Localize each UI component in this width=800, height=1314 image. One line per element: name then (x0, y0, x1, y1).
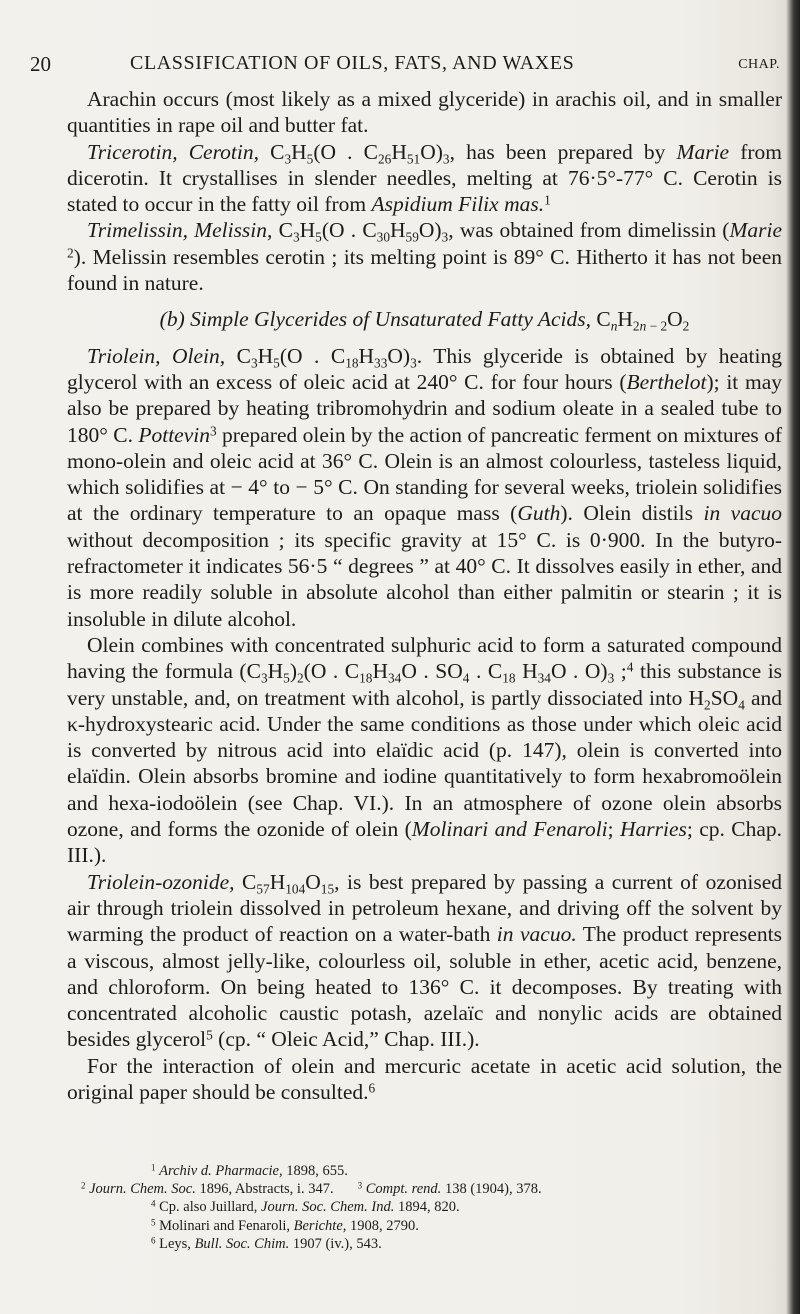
compound-name: Triolein, Olein, (87, 343, 226, 368)
species-name: Aspidium Filix mas. (371, 192, 545, 217)
footnote-4 (67, 1198, 782, 1216)
author-ref: Marie (729, 218, 783, 243)
text-run: The product represents a viscous, almost jelly-like, colourless oil, soluble in ether, acetic acid, benzene, and chloroform. On being heated to 136° C. it decomposes. By treating with concentrated alcoholic caustic potash, azelaïc and nonylic acids are obtained besides glycerol (67, 922, 782, 1052)
text-run: For the interaction of olein and mercuric acetate in acetic acid solution, the original paper should be consulted. (67, 1053, 782, 1104)
footnote-text: Cp. also Juillard, (159, 1199, 258, 1216)
paragraph-trimelissin: Trimelissin, Melissin, $C_3H_5(O$ . $C_{30}H_{59}O)_3$, was obtained from dimelissin (Marie $^2$). Melissin resembles cerotin ; its melting point is 89° C. Hitherto it has not been found in nature. (67, 218, 783, 296)
footnote-ref[interactable]: 2 (67, 245, 74, 261)
section-title: Simple Glycerides of Unsaturated Fatty Acids, (190, 307, 591, 332)
footnote-text: 1898, 655. (286, 1163, 348, 1179)
footnote-number: 3 (357, 1180, 363, 1191)
text-run: and κ-hydroxystearic acid. Under the same conditions as those under which oleic acid is converted by nitrous acid into elaïdic acid (p. 147), olein is converted into elaïdin. Olein absorbs bromine and iodine quantitatively to form hexabromoölein and hexa-iodoölein (see Chap. VI.). In an atmosphere of ozone olein absorbs ozone, and forms the ozonide of olein ( (67, 685, 782, 842)
footnote-text: 1894, 820. (397, 1199, 460, 1216)
text-run: without decomposition ; its specific gravity at 15° C. is 0·900. In the butyro-refractometer it indicates 56·5 “ degrees ” at 40° C. It dissolves easily in ether, and is more readily soluble in absolute alcohol than either palmitin or stearin ; it is insoluble in dilute alcohol. (67, 527, 782, 631)
paragraph-mercuric-acetate (67, 1053, 782, 1106)
section-heading: (b) Simple Glycerides of Unsaturated Fatty Acids, $C_nH_{2n - 2}O_2$ (159, 307, 690, 335)
footnote-number: 5 (151, 1217, 156, 1228)
section-label: (b) (159, 307, 185, 332)
text-run: this substance is very unstable, and, on treatment with alcohol, is partly dissociated into (67, 659, 783, 710)
page-number: 20 (30, 52, 51, 76)
latin-term: in vacuo. (496, 922, 577, 947)
paragraph-arachin: Arachin occurs (most likely as a mixed glyceride) in arachis oil, and in smaller quantities in rape oil and butter fat. (67, 87, 782, 138)
footnote-5 (67, 1217, 782, 1235)
footnote-source: Compt. rend. (365, 1181, 442, 1198)
text-run: was obtained from dimelissin ( (459, 218, 730, 243)
compound-name: Trimelissin, Melissin, (87, 218, 273, 243)
footnote-2-3 (67, 1180, 782, 1198)
author-ref: Guth (517, 501, 561, 526)
footnote-number: 2 (81, 1180, 86, 1191)
running-title: CLASSIFICATION OF OILS, FATS, AND WAXES (130, 52, 575, 74)
text-run: This glyceride is obtained by heating glycerol with an excess of oleic acid at 240° C. for four hours ( (67, 343, 782, 394)
body-text (67, 86, 782, 1105)
footnote-source: Archiv d. Pharmacie, (159, 1163, 283, 1179)
footnotes (67, 1162, 782, 1253)
text-run: Olein combines with concentrated sulphuric acid to form a saturated compound having the formula (67, 632, 782, 684)
text-run: ); it may also be prepared by heating tribromohydrin and sodium oleate in a sealed tube to 180° C. (67, 369, 782, 447)
footnote-text: Molinari and Fenaroli, (159, 1217, 291, 1234)
footnote-number: 6 (151, 1235, 156, 1246)
footnote-source: Journ. Soc. Chem. Ind. (261, 1199, 395, 1216)
text-run: ). Melissin resembles cerotin ; its melting point is 89° C. Hitherto it has not been found in nature. (67, 244, 782, 296)
author-ref: Harries (620, 817, 687, 842)
running-header (30, 52, 780, 76)
compound-name: Triolein-ozonide, (87, 869, 235, 894)
author-ref: Molinari and Fenaroli (411, 817, 608, 842)
footnote-6 (67, 1235, 782, 1253)
author-ref: Marie (676, 139, 730, 164)
footnote-text: Leys, (159, 1235, 191, 1252)
paragraph-tricerotin: Tricerotin, Cerotin, $C_3H_5(O$ . $C_{26}H_{51}O)_3$, has been prepared by Marie from dicerotin. It crystallises in slender needles, melting at 76·5°-77° C. Cerotin is stated to occur in the fatty oil from Aspidium Filix mas.$^1$ (67, 139, 783, 217)
text-run: prepared olein by the action of pancreatic ferment on mixtures of mono-olein and oleic acid at 36° C. Olein is an almost colourless, tasteless liquid, which solidifies at − 4° to − 5° C. On standing for several weeks, triolein solidifies at the ordinary temperature to an opaque mass ( (67, 422, 783, 526)
footnote-ref[interactable]: 4 (626, 659, 634, 675)
footnote-number: 4 (151, 1198, 156, 1209)
latin-term: in vacuo (703, 501, 783, 526)
footnote-ref[interactable]: 1 (544, 192, 551, 208)
footnote-text: 138 (1904), 378. (444, 1181, 542, 1198)
compound-name: Tricerotin, Cerotin, (87, 139, 259, 164)
footnote-text: 1907 (iv.), 543. (292, 1235, 382, 1252)
footnote-number: 1 (151, 1162, 156, 1173)
text-run: from dicerotin. It crystallises in slender needles, melting at 76·5°-77° C. Cerotin is stated to occur in the fatty oil from (67, 139, 783, 217)
footnote-ref[interactable]: 5 (206, 1027, 213, 1043)
paragraph-triolein-ozonide: Triolein-ozonide, $C_{57}H_{104}O_{15}$, is best prepared by passing a current of ozonised air through triolein dissolved in petroleum hexane, and driving off the solvent by warming the product of reaction on a water-bath in vacuo. The product represents a viscous, almost jelly-like, colourless oil, soluble in ether, acetic acid, benzene, and chloroform. On being heated to 136° C. it decomposes. By treating with concentrated alcoholic caustic potash, azelaïc and nonylic acids are obtained besides glycerol$^5$ (cp. “ Oleic Acid,” Chap. III.). (67, 869, 783, 1052)
paragraph-olein-sulphuric: Olein combines with concentrated sulphuric acid to form a saturated compound having the formula $(C_3H_5)_2(O$ . $C_{18}H_{34}O$ . $SO_4$ . $C_{18}$ $H_{34}O$ . $O)_3$ ;$^4$ this substance is very unstable, and, on treatment with alcohol, is partly dissociated into $H_2SO_4$ and κ-hydroxystearic acid. Under the same conditions as those under which oleic acid is converted by nitrous acid into elaïdic acid (p. 147), olein is converted into elaïdin. Olein absorbs bromine and iodine quantitatively to form hexabromoölein and hexa-iodoölein (see Chap. VI.). In an atmosphere of ozone olein absorbs ozone, and forms the ozonide of olein (Molinari and Fenaroli; Harries; cp. Chap. III.). (67, 632, 783, 868)
author-ref: Pottevin (138, 422, 210, 447)
page-edge-shadow (786, 0, 800, 1314)
text-run: has been prepared by (466, 139, 666, 164)
text-run: ). Olein distils (560, 501, 693, 526)
text-run: ; (607, 817, 614, 842)
footnote-1 (67, 1162, 782, 1180)
footnote-source: Journ. Chem. Soc. (89, 1181, 196, 1198)
author-ref: Berthelot (626, 369, 707, 394)
text-run: ; cp. Chap. III.). (67, 817, 783, 868)
footnote-text: 1908, 2790. (350, 1217, 419, 1234)
chapter-abbrev: CHAP. (738, 57, 780, 72)
footnote-ref[interactable]: 6 (368, 1080, 376, 1096)
footnote-source: Bull. Soc. Chim. (194, 1235, 290, 1252)
text-run: (cp. “ Oleic Acid,” Chap. III.). (218, 1027, 480, 1052)
text-run: is best prepared by passing a current of ozonised air through triolein dissolved in petroleum hexane, and driving off the solvent by warming the product of reaction on a water-bath (67, 869, 783, 947)
paragraph-triolein: Triolein, Olein, $C_3H_5(O$ . $C_{18}H_{33}O)_3$. This glyceride is obtained by heating glycerol with an excess of oleic acid at 240° C. for four hours (Berthelot); it may also be prepared by heating tribromohydrin and sodium oleate in a sealed tube to 180° C. Pottevin$^3$ prepared olein by the action of pancreatic ferment on mixtures of mono-olein and oleic acid at 36° C. Olein is an almost colourless, tasteless liquid, which solidifies at − 4° to − 5° C. On standing for several weeks, triolein solidifies at the ordinary temperature to an opaque mass (Guth). Olein distils in vacuo without decomposition ; its specific gravity at 15° C. is 0·900. In the butyro-refractometer it indicates 56·5 “ degrees ” at 40° C. It dissolves easily in ether, and is more readily soluble in absolute alcohol than either palmitin or stearin ; it is insoluble in dilute alcohol. (67, 343, 783, 631)
footnote-source: Berichte, (293, 1217, 347, 1234)
footnote-text: 1896, Abstracts, i. 347. (199, 1181, 334, 1198)
footnote-ref[interactable]: 3 (209, 422, 217, 438)
